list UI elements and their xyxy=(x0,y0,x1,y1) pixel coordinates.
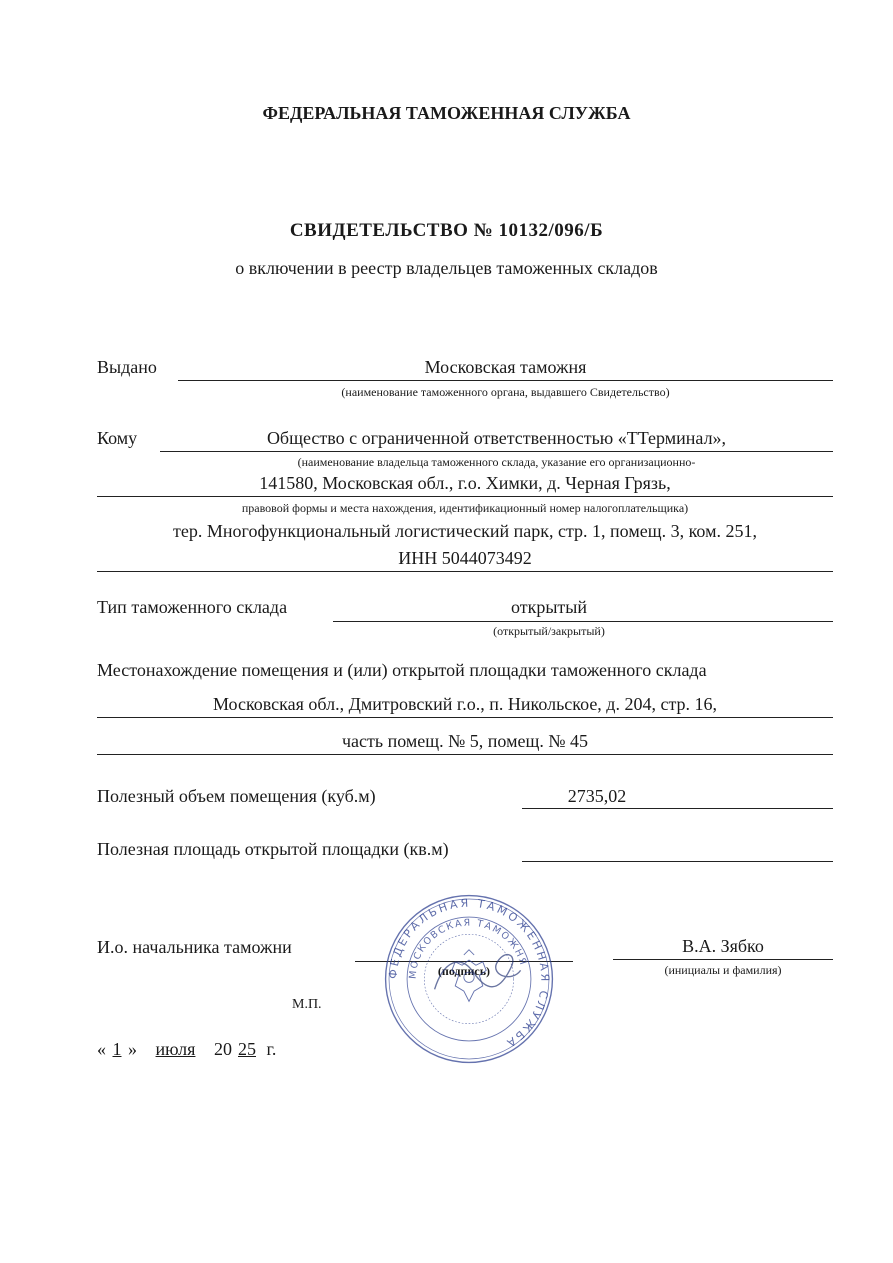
issued-by-value: Московская таможня xyxy=(424,357,587,377)
recipient-hint-2: правовой формы и места нахождения, идентификационный номер налогоплательщика) xyxy=(241,501,689,515)
recipient-hint-1: (наименование владельца таможенного склада, указание его организационно- xyxy=(297,455,696,469)
warehouse-type-hint: (открытый/закрытый) xyxy=(493,624,605,638)
recipient-label: Кому xyxy=(97,428,138,448)
date-year-prefix: 20 xyxy=(214,1039,232,1059)
warehouse-type-label: Тип таможенного склада xyxy=(97,597,288,617)
volume-value: 2735,02 xyxy=(567,786,627,806)
stamp-outer-text: ФЕДЕРАЛЬНАЯ ТАМОЖЕННАЯ СЛУЖБА xyxy=(386,896,552,1051)
recipient-underline-2 xyxy=(97,496,833,497)
warehouse-type-value: открытый xyxy=(510,597,588,617)
date-day: 1 xyxy=(112,1039,122,1059)
certificate-subtitle: о включении в реестр владельцев таможенных складов xyxy=(235,258,658,278)
location-label: Местонахождение помещения и (или) открытой площадки таможенного склада xyxy=(97,660,707,680)
recipient-underline-1 xyxy=(160,451,833,452)
recipient-line-2: 141580, Московская обл., г.о. Химки, д. Черная Грязь, xyxy=(259,473,671,493)
stamp-inner-text: МОСКОВСКАЯ ТАМОЖНЯ xyxy=(407,917,529,980)
recipient-inn: ИНН 5044073492 xyxy=(398,548,532,568)
seal-place-mark: М.П. xyxy=(292,997,322,1012)
signatory-name-hint: (инициалы и фамилия) xyxy=(664,963,782,977)
signatory-name: В.А. Зябко xyxy=(682,936,764,956)
recipient-underline-3 xyxy=(97,571,833,572)
date-year-unit: г. xyxy=(266,1039,277,1059)
signatory-name-underline xyxy=(613,959,833,960)
issued-by-underline xyxy=(178,380,833,381)
area-underline xyxy=(522,861,833,862)
date-year-suffix: 25 xyxy=(238,1039,256,1059)
issued-by-hint: (наименование таможенного органа, выдавшего Свидетельство) xyxy=(341,385,670,399)
date-month: июля xyxy=(155,1039,196,1059)
volume-label: Полезный объем помещения (куб.м) xyxy=(97,786,376,806)
volume-underline xyxy=(522,808,833,809)
signatory-position: И.о. начальника таможни xyxy=(97,937,292,957)
svg-text:МОСКОВСКАЯ ТАМОЖНЯ xyxy=(407,918,528,980)
warehouse-type-underline xyxy=(333,621,833,622)
recipient-line-3: тер. Многофункциональный логистический парк, стр. 1, помещ. 3, ком. 251, xyxy=(173,521,757,541)
official-seal-stamp xyxy=(383,893,555,1065)
certificate-title: СВИДЕТЕЛЬСТВО № 10132/096/Б xyxy=(289,220,604,241)
recipient-line-1: Общество с ограниченной ответственностью «ТТерминал», xyxy=(266,428,727,448)
agency-title: ФЕДЕРАЛЬНАЯ ТАМОЖЕННАЯ СЛУЖБА xyxy=(262,103,631,123)
issued-by-label: Выдано xyxy=(97,357,157,377)
location-line-1: Московская обл., Дмитровский г.о., п. Никольское, д. 204, стр. 16, xyxy=(212,694,718,714)
signature-hint: (подпись) xyxy=(437,964,491,978)
date-close-quote: » xyxy=(128,1039,137,1059)
area-label: Полезная площадь открытой площадки (кв.м) xyxy=(97,839,449,859)
date-open-quote: « xyxy=(97,1039,106,1059)
location-underline-2 xyxy=(97,754,833,755)
location-underline-1 xyxy=(97,717,833,718)
location-line-2: часть помещ. № 5, помещ. № 45 xyxy=(341,731,588,751)
issue-date xyxy=(97,1039,276,1060)
